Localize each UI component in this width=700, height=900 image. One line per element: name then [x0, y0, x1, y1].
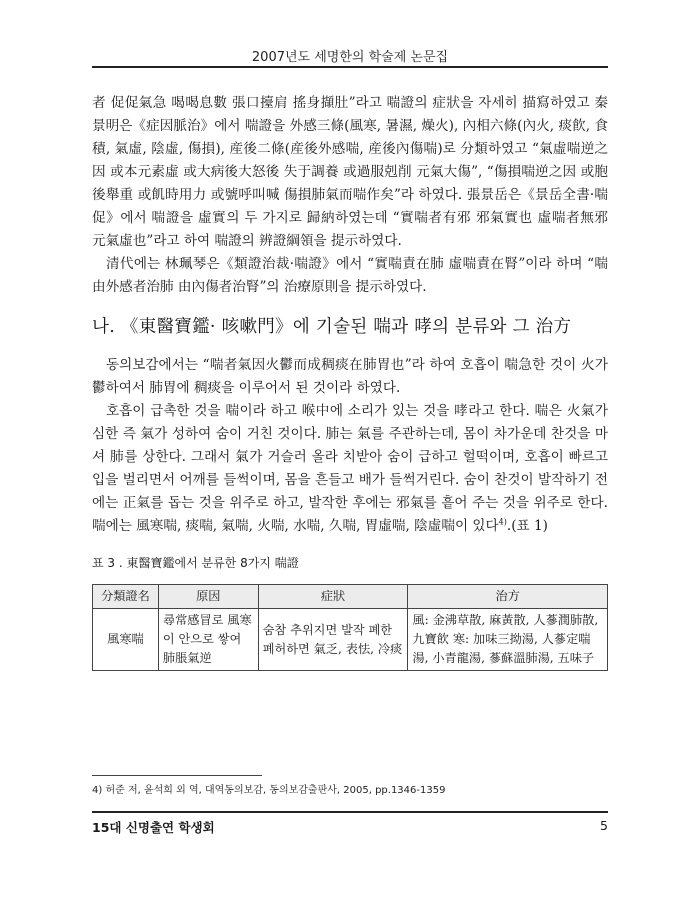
table-reference: .(표 1): [506, 518, 548, 534]
paragraph: 清代에는 林珮琴은《類證治裁·喘證》에서 “實喘責在肺 虛喘責在腎”이라 하며 “喘由外感者治肺 由內傷者治腎”의 治療原則을 提示하였다.: [92, 256, 608, 295]
running-header: 2007년도 세명한의 학술제 논문집: [251, 50, 449, 65]
table-caption: 표 3 . 東醫寶鑑에서 분류한 8가지 喘證: [92, 556, 299, 570]
header-rule: [92, 66, 608, 68]
table-cell-treatment: 風: 金沸草散, 麻黃散, 人蔘潤肺散, 九寶飮 寒: 加味三拗湯, 人蔘定喘湯, 小青龍湯, 蔘蘇溫肺湯, 五味子: [408, 609, 608, 671]
footer-label: 15대 신명출연 학생회: [92, 820, 215, 835]
paragraph: 동의보감에서는 “喘者氣因火鬱而成稠痰在肺胃也”라 하여 호흡이 喘急한 것이 火가 鬱하여서 肺胃에 稠痰을 이루어서 된 것이라 하였다.: [92, 357, 608, 396]
footnote-rule: [92, 775, 262, 776]
column-header: 原因: [158, 585, 258, 609]
main-content: [92, 92, 608, 671]
column-header: 治方: [408, 585, 608, 609]
table-header-row: [93, 585, 608, 609]
table-row: [93, 609, 608, 671]
page-number: 5: [600, 818, 608, 833]
table-cell-symptoms: 숨참 추위지면 발작 폐한폐허하면 氣乏, 表怯, 冷痰: [258, 609, 408, 671]
table-cell-cause: 尋常感冒로 風寒이 안으로 쌓여 肺脹氣逆: [158, 609, 258, 671]
column-header: 分類證名: [93, 585, 159, 609]
paragraph: [92, 400, 608, 538]
footnote-reference[interactable]: 4): [498, 517, 507, 527]
paragraph: 者 促促氣急 喝喝息數 張口擡肩 搖身擷肚”라고 喘證의 症狀을 자세히 描寫하였고 秦景明은《症因脈治》에서 喘證을 外感三條(風寒, 暑濕, 燥火), 內相六條(內火, 痰飮, 食積, 氣虛, 陰虛, 傷損), 産後二條(産後外感喘, 産後內傷喘)로 分類하였고 “氣虛喘逆之因 或本元素虛 或大病後大怒後 失于調養 或過服剋削 元氣大傷”, “傷損喘逆之因 或胞後舉重 或飢時用力 或號呼叫喊 傷損肺氣而喘作矣”라 하였다. 張景岳은《景岳全書·喘促》에서 喘證을 虛實의 두 가지로 歸納하였는데 “實喘者有邪 邪氣實也 虛喘者無邪 元氣虛也”라고 하여 喘證의 辨證綱領을 提示하였다.: [92, 95, 608, 249]
footnote: 4) 허준 저, 윤석희 외 역, 대역동의보감, 동의보감출판사, 2005, pp.1346-1359: [92, 785, 446, 796]
table-cell-name: 風寒喘: [93, 609, 159, 671]
footer-rule: [92, 811, 608, 813]
paragraph-text: 호흡이 급촉한 것을 喘이라 하고 喉中에 소리가 있는 것을 哮라고 한다. 喘은 火氣가 심한 즉 氣가 성하여 숨이 거친 것이다. 肺는 氣를 주관하는데, 몸이 차가운데 찬것을 마셔 肺를 상한다. 그래서 氣가 거슬러 올라 치받아 숨이 급하고 헐떡이며, 호흡이 빠르고 입을 벌리면서 어깨를 들썩이며, 몸을 흔들고 배가 들썩거린다. 숨이 찬것이 발작하기 전에는 正氣를 돕는 것을 위주로 하고, 발작한 후에는 邪氣를 흩어 주는 것을 위주로 한다. 喘에는 風寒喘, 痰喘, 氣喘, 火喘, 水喘, 久喘, 胃虛喘, 陰虛喘이 있다: [92, 403, 608, 534]
section-heading: 나. 《東醫寶鑑· 咳嗽門》에 기술된 喘과 哮의 분류와 그 治方: [92, 317, 572, 337]
asthma-classification-table: [92, 584, 608, 671]
column-header: 症狀: [258, 585, 408, 609]
